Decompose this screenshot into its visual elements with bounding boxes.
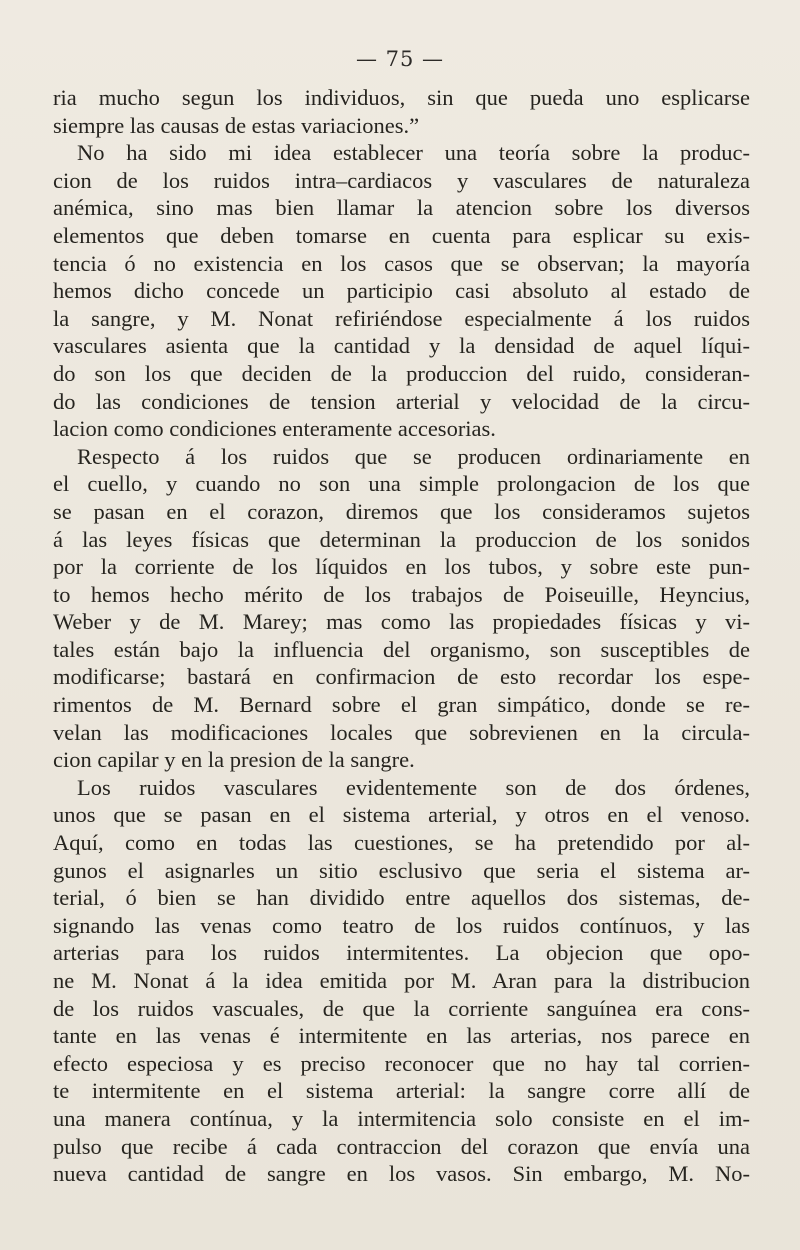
text-line: do son los que deciden de la produccion del ruido, consideran- [53, 360, 750, 386]
text-line: ne M. Nonat á la idea emitida por M. Aran para la distribucion [53, 968, 750, 993]
text-line: elementos que deben tomarse en cuenta para esplicar su exis- [53, 222, 750, 248]
text-line: Los ruidos vasculares evidentemente son de dos órdenes, [77, 774, 750, 800]
text-line: el cuello, y cuando no son una simple prolongacion de los que [53, 471, 750, 497]
text-line: arterias para los ruidos intermitentes. La objecion que opo- [53, 940, 750, 966]
text-line: anémica, sino mas bien llamar la atencion sobre los diversos [53, 195, 750, 221]
text-line: tencia ó no existencia en los casos que se observan; la mayoría [53, 250, 750, 276]
text-line: se pasan en el corazon, diremos que los consideramos sujetos [53, 498, 750, 524]
text-line: una manera contínua, y la intermitencia solo consiste en el im- [53, 1105, 750, 1131]
text-line: te intermitente en el sistema arterial: la sangre corre allí de [53, 1078, 750, 1104]
text-line: cion capilar y en la presion de la sangre. [53, 747, 415, 773]
text-line: do las condiciones de tension arterial y velocidad de la circu- [53, 388, 750, 414]
page-number: — 75 — [355, 47, 445, 71]
text-line: pulso que recibe á cada contraccion del corazon que envía una [53, 1133, 750, 1159]
body-text [53, 84, 750, 1188]
text-line: de los ruidos vascuales, de que la corriente sanguínea era cons- [53, 995, 750, 1021]
text-line: nueva cantidad de sangre en los vasos. Sin embargo, M. No- [53, 1161, 750, 1187]
text-line: cion de los ruidos intra–cardiacos y vasculares de naturaleza [53, 167, 750, 193]
text-line: signando las venas como teatro de los ruidos contínuos, y las [53, 912, 750, 938]
text-line: vasculares asienta que la cantidad y la densidad de aquel líqui- [53, 333, 750, 359]
text-line: hemos dicho concede un participio casi absoluto al estado de [53, 278, 750, 304]
text-line: á las leyes físicas que determinan la produccion de los sonidos [53, 526, 750, 552]
text-line: Aquí, como en todas las cuestiones, se ha pretendido por al- [53, 830, 750, 856]
text-line: gunos el asignarles un sitio esclusivo que seria el sistema ar- [53, 857, 750, 883]
text-line: efecto especiosa y es preciso reconocer que no hay tal corrien- [53, 1050, 750, 1076]
text-line: por la corriente de los líquidos en los tubos, y sobre este pun- [53, 554, 750, 580]
text-line: tales están bajo la influencia del organismo, son susceptibles de [53, 636, 750, 662]
text-line: tante en las venas é intermitente en las arterias, nos parece en [53, 1023, 750, 1049]
text-line: Weber y de M. Marey; mas como las propiedades físicas y vi- [53, 609, 750, 635]
text-line: to hemos hecho mérito de los trabajos de Poiseuille, Heyncius, [53, 581, 750, 607]
text-line: la sangre, y M. Nonat refiriéndose especialmente á los ruidos [53, 305, 750, 331]
text-line: modificarse; bastará en confirmacion de esto recordar los espe- [53, 664, 750, 690]
text-line: velan las modificaciones locales que sobrevienen en la circula- [53, 719, 750, 745]
text-line: No ha sido mi idea establecer una teoría sobre la produc- [77, 140, 750, 166]
text-line: unos que se pasan en el sistema arterial, y otros en el venoso. [53, 802, 750, 828]
text-line: siempre las causas de estas variaciones.” [53, 112, 420, 138]
text-line: terial, ó bien se han dividido entre aquellos dos sistemas, de- [53, 885, 750, 911]
text-line: rimentos de M. Bernard sobre el gran simpático, donde se re- [53, 692, 750, 718]
text-line: Respecto á los ruidos que se producen ordinariamente en [77, 443, 750, 469]
text-line: lacion como condiciones enteramente accesorias. [53, 416, 496, 442]
text-line: ria mucho segun los individuos, sin que pueda uno esplicarse [53, 85, 750, 110]
